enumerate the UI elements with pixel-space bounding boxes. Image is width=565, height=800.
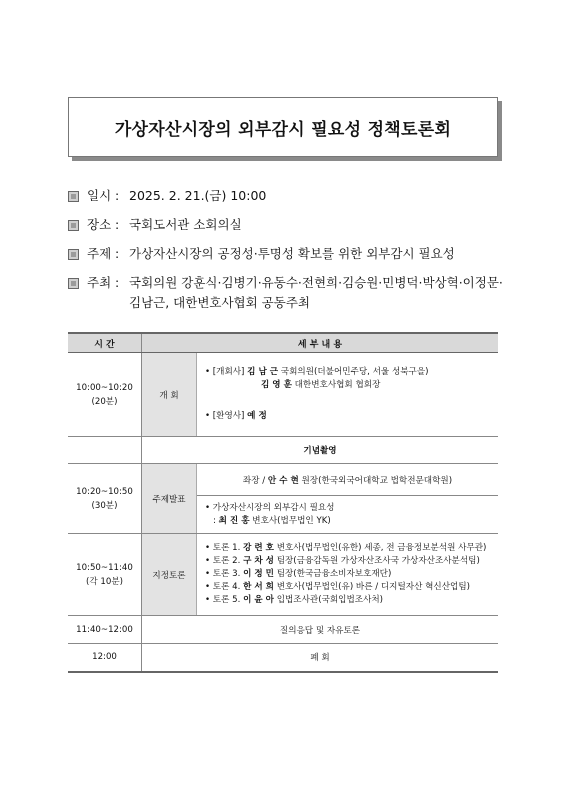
header-detail: 세 부 내 용 — [142, 333, 499, 353]
bullet-label: • 토론 3. — [205, 569, 241, 579]
header-time: 시 간 — [68, 333, 142, 353]
info-value: 2025. 2. 21.(금) 10:00 — [129, 188, 267, 203]
row-presentation-chair — [68, 464, 498, 496]
row-closing — [68, 644, 498, 672]
chair-name: 안 수 현 — [267, 475, 299, 486]
info-host — [68, 273, 538, 313]
speaker-name: 김 남 근 — [247, 367, 279, 377]
table-header — [68, 333, 498, 353]
info-value: 국회도서관 소회의실 — [129, 217, 242, 232]
info-list — [68, 186, 538, 322]
chair-detail — [197, 464, 499, 496]
bullet-label: • 토론 5. — [205, 595, 241, 605]
presenter-label: : — [213, 515, 219, 526]
discussant-4 — [205, 581, 498, 594]
speaker-desc: 입법조사관(국회입법조사처) — [276, 595, 384, 605]
discussion-category: 지정토론 — [142, 534, 197, 616]
discussant-5 — [205, 594, 498, 607]
speaker-desc: 변호사(법무법인(유한) 세종, 전 금융정보분석원 사무관) — [276, 543, 487, 553]
photo-detail: 기념촬영 — [142, 437, 499, 464]
square-bullet-icon — [68, 191, 79, 202]
colon: : — [115, 246, 120, 261]
host-line-1: 국회의원 강훈식·김병기·유동수·전현희·김승원·민병덕·박상혁·이정문· — [129, 275, 503, 290]
discussant-2 — [205, 555, 498, 568]
time-range: 10:20~10:50 — [76, 486, 133, 497]
speaker-name: 이 윤 아 — [243, 595, 274, 605]
presentation-topic: • 가상자산시장의 외부감시 필요성 — [205, 502, 335, 513]
speaker-name: 강 련 호 — [243, 543, 274, 553]
bullet-label: • 토론 1. — [205, 543, 241, 553]
speaker-name: 최 진 홍 — [218, 515, 250, 526]
presenter-line — [205, 515, 498, 528]
info-label: 주제 — [87, 246, 112, 261]
presentation-detail — [197, 496, 499, 534]
presentation-time — [68, 464, 142, 534]
photo-time — [68, 437, 142, 464]
opening-detail — [197, 353, 499, 437]
title-box — [68, 97, 498, 157]
time-duration: (각 10분) — [86, 576, 123, 587]
speaker-desc: 변호사(법무법인 YK) — [252, 515, 331, 526]
colon: : — [115, 275, 120, 290]
discussant-1 — [205, 542, 498, 555]
speaker-desc: 팀장(한국금융소비자보호재단) — [276, 569, 392, 579]
square-bullet-icon — [68, 249, 79, 260]
opener-line-1 — [205, 366, 498, 379]
qa-time: 11:40~12:00 — [68, 616, 142, 644]
info-label: 장소 — [87, 217, 112, 232]
row-discussion — [68, 534, 498, 616]
welcome-line — [205, 410, 498, 423]
speaker-desc: 대한변호사협회 협회장 — [294, 380, 381, 390]
info-value: 가상자산시장의 공정성·투명성 확보를 위한 외부감시 필요성 — [129, 246, 455, 261]
square-bullet-icon — [68, 278, 79, 289]
row-photo — [68, 437, 498, 464]
time-duration: (20분) — [91, 396, 118, 407]
speaker-name: 예 정 — [247, 411, 267, 421]
closing-time: 12:00 — [68, 644, 142, 672]
speaker-desc: 국회의원(더불어민주당, 서울 성북구을) — [280, 367, 429, 377]
closing-detail: 폐 회 — [142, 644, 499, 672]
qa-detail: 질의응답 및 자유토론 — [142, 616, 499, 644]
info-label: 주최 — [87, 275, 112, 290]
info-value — [129, 273, 538, 313]
time-range: 10:50~11:40 — [76, 562, 133, 573]
time-range: 10:00~10:20 — [76, 382, 133, 393]
bullet-label: • 토론 2. — [205, 556, 241, 566]
speaker-name: 이 정 민 — [243, 569, 274, 579]
square-bullet-icon — [68, 220, 79, 231]
bullet-label: • 토론 4. — [205, 582, 241, 592]
speaker-name: 구 차 성 — [243, 556, 274, 566]
chair-label: 좌장 / — [242, 475, 266, 486]
bullet-label: • [환영사] — [205, 411, 245, 421]
colon: : — [115, 188, 120, 203]
info-label: 일시 — [87, 188, 112, 203]
opening-time — [68, 353, 142, 437]
info-place — [68, 215, 538, 235]
host-line-2: 김남근, 대한변호사협회 공동주최 — [129, 295, 310, 310]
info-topic — [68, 244, 538, 264]
opener-line-2 — [205, 379, 498, 392]
speaker-name: 한 서 희 — [243, 582, 274, 592]
info-date — [68, 186, 538, 206]
row-opening — [68, 353, 498, 437]
program-table — [68, 332, 498, 673]
row-qa — [68, 616, 498, 644]
opening-category: 개 회 — [142, 353, 197, 437]
bullet-label: • [개회사] — [205, 367, 245, 377]
presentation-category: 주제발표 — [142, 464, 197, 534]
time-duration: (30분) — [91, 500, 118, 511]
page-title: 가상자산시장의 외부감시 필요성 정책토론회 — [114, 119, 452, 140]
speaker-desc: 변호사(법무법인(유) 바른 / 디지털자산 혁신산업팀) — [276, 582, 470, 592]
speaker-desc: 팀장(금융감독원 가상자산조사국 가상자산조사분석팀) — [276, 556, 480, 566]
discussion-time — [68, 534, 142, 616]
discussion-detail — [197, 534, 499, 616]
discussant-3 — [205, 568, 498, 581]
chair-desc: 원장(한국외국어대학교 법학전문대학원) — [301, 475, 453, 486]
speaker-name: 김 영 훈 — [261, 380, 292, 390]
colon: : — [115, 217, 120, 232]
